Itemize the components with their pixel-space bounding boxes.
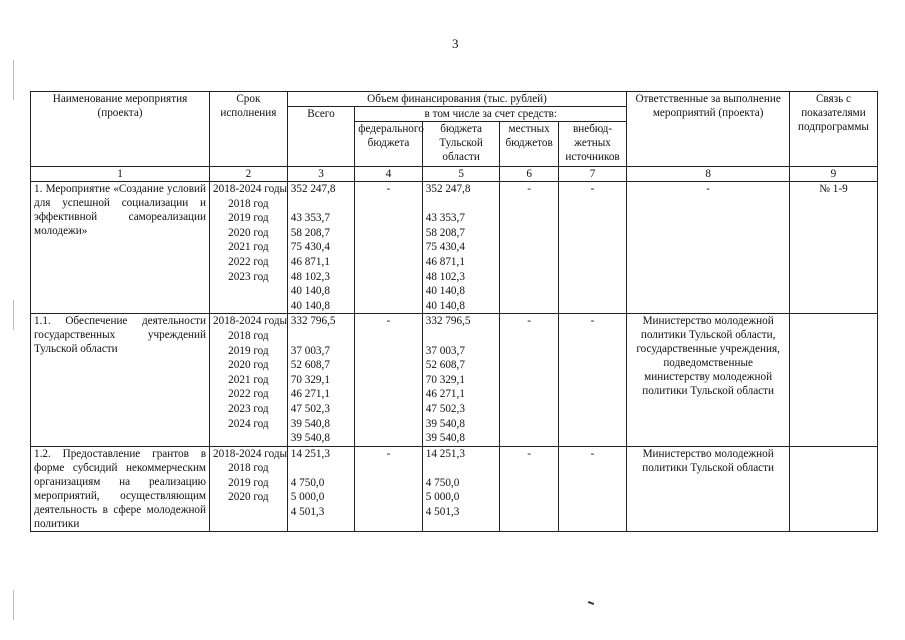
column-number: 5 <box>422 167 500 182</box>
regional-value: 40 140,8 <box>425 285 465 298</box>
regional-value: 4 501,3 <box>425 506 460 519</box>
column-number: 1 <box>31 167 210 182</box>
total-value: 70 329,1 <box>290 373 330 386</box>
link-value <box>789 446 877 531</box>
total-value: 58 208,7 <box>290 226 330 239</box>
regional-cell <box>422 446 500 531</box>
period-cell <box>210 314 288 446</box>
period: 2022 год <box>228 388 269 401</box>
period: 2018 год <box>228 462 269 475</box>
period-cell <box>210 446 288 531</box>
period: 2018-2024 годы <box>213 447 288 460</box>
regional-value: 39 540,8 <box>425 432 465 445</box>
regional-value: 37 003,7 <box>425 344 465 357</box>
link-value <box>789 314 877 446</box>
period: 2020 год <box>228 226 269 239</box>
total-value: 47 502,3 <box>290 402 330 415</box>
period: 2018 год <box>228 197 269 210</box>
total-value: 39 540,8 <box>290 432 330 445</box>
total-value: 75 430,4 <box>290 241 330 254</box>
header-financing: Объем финансирования (тыс. рублей) <box>287 92 627 107</box>
regional-value: 48 102,3 <box>425 270 465 283</box>
local-value: - <box>500 182 558 314</box>
total-value: 5 000,0 <box>290 491 325 504</box>
header-federal: федерального бюджета <box>355 122 423 167</box>
period: 2020 год <box>228 359 269 372</box>
regional-value: 4 750,0 <box>425 476 460 489</box>
link-value: № 1-9 <box>789 182 877 314</box>
period: 2018 год <box>228 329 269 342</box>
column-number-row <box>31 167 878 182</box>
total-value: 48 102,3 <box>290 270 330 283</box>
regional-value: 5 000,0 <box>425 491 460 504</box>
regional-value: 352 247,8 <box>425 183 471 195</box>
local-value: - <box>500 314 558 446</box>
total-cell <box>287 446 355 531</box>
period: 2021 год <box>228 373 269 386</box>
regional-value: 46 871,1 <box>425 255 465 268</box>
period: 2020 год <box>228 491 269 504</box>
header-row <box>31 92 878 107</box>
column-number: 4 <box>355 167 423 182</box>
activity-name: 1.1. Обеспечение деятельности государственных учреждений Тульской области <box>31 314 210 446</box>
federal-value: - <box>355 446 423 531</box>
column-number: 9 <box>789 167 877 182</box>
header-regional: бюджета Тульской области <box>422 122 500 167</box>
period: 2018-2024 годы <box>213 183 288 195</box>
total-value: 14 251,3 <box>290 447 330 460</box>
regional-value: 40 140,8 <box>425 299 465 312</box>
header-period: Срок исполнения <box>210 92 288 167</box>
regional-value: 332 796,5 <box>425 315 471 328</box>
regional-value: 46 271,1 <box>425 388 465 401</box>
total-value: 40 140,8 <box>290 299 330 312</box>
period: 2022 год <box>228 255 269 268</box>
regional-value: 52 608,7 <box>425 359 465 372</box>
regional-cell <box>422 182 500 314</box>
page-number: 3 <box>452 36 459 51</box>
header-local: местных бюджетов <box>500 122 558 167</box>
total-value: 43 353,7 <box>290 212 330 225</box>
total-cell <box>287 182 355 314</box>
federal-value: - <box>355 314 423 446</box>
period: 2019 год <box>228 344 269 357</box>
regional-value: 58 208,7 <box>425 226 465 239</box>
activity-name: 1. Мероприятие «Создание условий для успешной социализации и эффективной самореализации молодежи» <box>31 182 210 314</box>
header-including: в том числе за счет средств: <box>355 107 627 122</box>
column-number: 6 <box>500 167 558 182</box>
total-cell <box>287 314 355 446</box>
column-number: 7 <box>558 167 627 182</box>
column-number: 2 <box>210 167 288 182</box>
total-value: 4 750,0 <box>290 476 325 489</box>
extrabudget-value: - <box>558 314 627 446</box>
period: 2024 год <box>228 417 269 430</box>
regional-value: 14 251,3 <box>425 447 465 460</box>
federal-value: - <box>355 182 423 314</box>
total-value: 352 247,8 <box>290 183 336 195</box>
regional-value: 70 329,1 <box>425 373 465 386</box>
header-name: Наименование мероприятия (проекта) <box>31 92 210 167</box>
local-value: - <box>500 446 558 531</box>
table-row <box>31 446 878 531</box>
table-row <box>31 314 878 446</box>
binding-margin-line <box>13 590 14 620</box>
period: 2021 год <box>228 241 269 254</box>
total-value: 332 796,5 <box>290 315 336 328</box>
total-value: 46 271,1 <box>290 388 330 401</box>
total-value: 52 608,7 <box>290 359 330 372</box>
total-value: 46 871,1 <box>290 255 330 268</box>
period: 2023 год <box>228 270 269 283</box>
total-value: 4 501,3 <box>290 506 325 519</box>
period-cell <box>210 182 288 314</box>
regional-cell <box>422 314 500 446</box>
header-link: Связь с показателями подпрограммы <box>789 92 877 167</box>
header-responsible: Ответственные за выполнение мероприятий (проекта) <box>627 92 790 167</box>
total-value: 37 003,7 <box>290 344 330 357</box>
regional-value: 47 502,3 <box>425 402 465 415</box>
regional-value: 39 540,8 <box>425 417 465 430</box>
ink-mark <box>588 601 594 605</box>
financing-table <box>30 91 878 532</box>
binding-margin-line <box>13 60 14 100</box>
table-row <box>31 182 878 314</box>
period: 2019 год <box>228 476 269 489</box>
responsible-value: Министерство молодежной политики Тульской области, государственные учреждения, подведомственные министерству молодежной политики Тульской области <box>627 314 790 446</box>
extrabudget-value: - <box>558 446 627 531</box>
period: 2023 год <box>228 402 269 415</box>
header-extrabudget: внебюд-жетных источников <box>558 122 627 167</box>
binding-margin-line <box>13 300 14 330</box>
regional-value: 43 353,7 <box>425 212 465 225</box>
extrabudget-value: - <box>558 182 627 314</box>
column-number: 8 <box>627 167 790 182</box>
activity-name: 1.2. Предоставление грантов в форме субсидий некоммерческим организациям на реализацию мероприятий, осуществляющим деятельность в сфере молодежной политики <box>31 446 210 531</box>
responsible-value: - <box>627 182 790 314</box>
regional-value: 75 430,4 <box>425 241 465 254</box>
total-value: 39 540,8 <box>290 417 330 430</box>
responsible-value: Министерство молодежной политики Тульской области <box>627 446 790 531</box>
period: 2019 год <box>228 212 269 225</box>
period: 2018-2024 годы <box>213 315 288 328</box>
header-total: Всего <box>287 107 355 167</box>
column-number: 3 <box>287 167 355 182</box>
total-value: 40 140,8 <box>290 285 330 298</box>
